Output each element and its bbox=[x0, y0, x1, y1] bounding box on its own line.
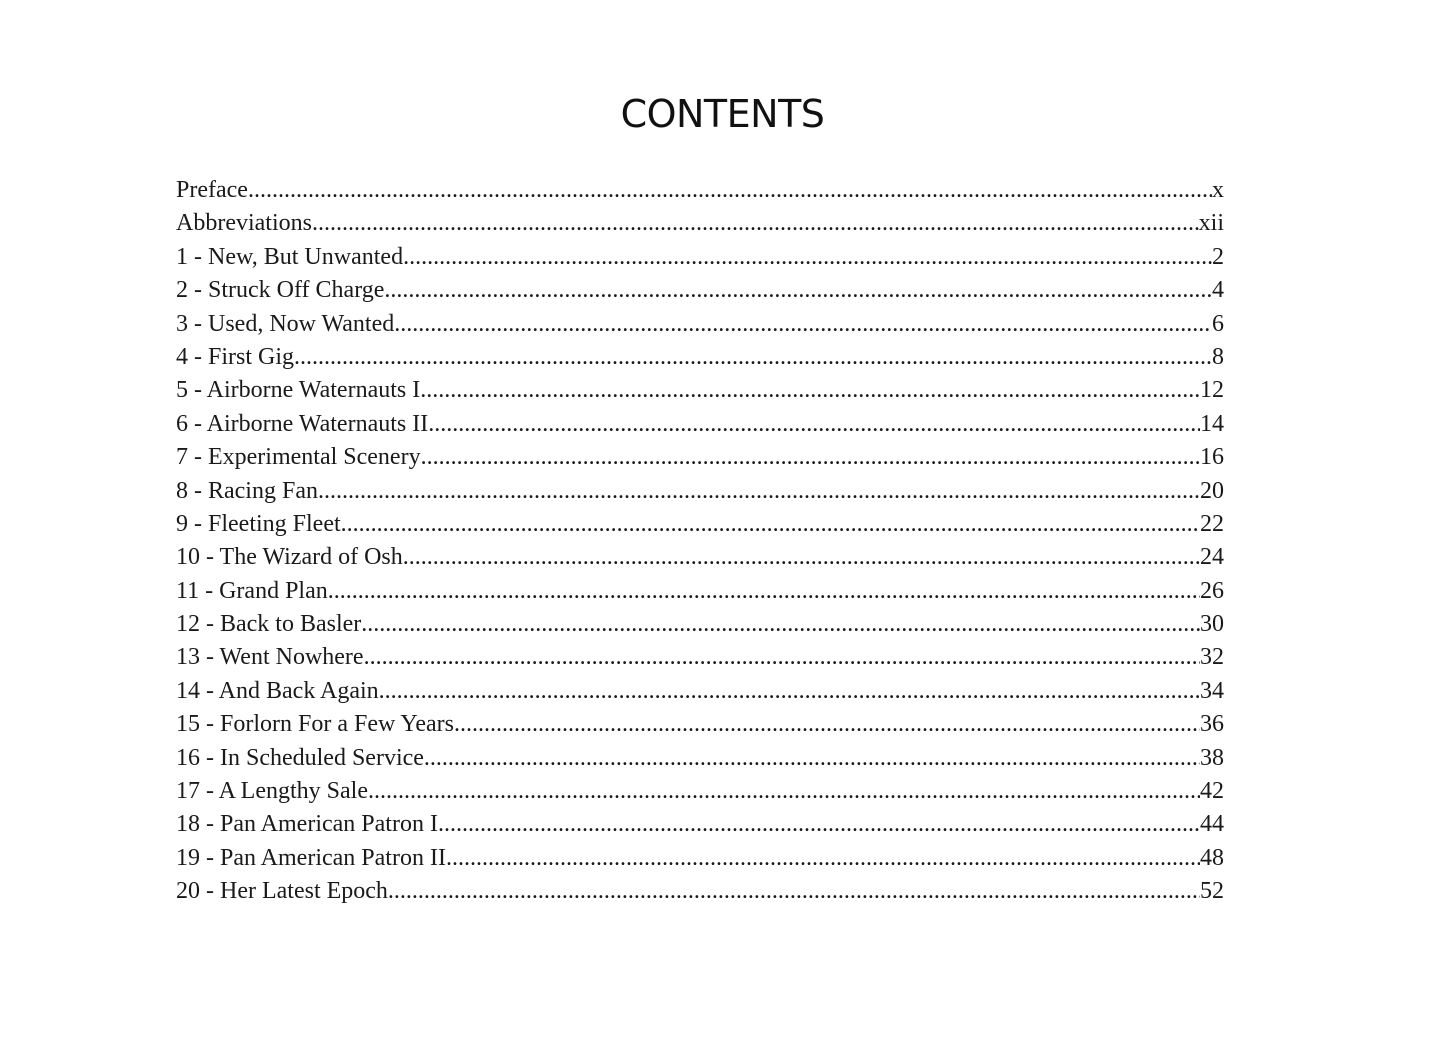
toc-dot-leader bbox=[438, 808, 1200, 841]
toc-dot-leader bbox=[361, 608, 1200, 641]
toc-dot-leader bbox=[379, 675, 1200, 708]
toc-dot-leader bbox=[403, 241, 1212, 274]
toc-entry-page: 12 bbox=[1200, 377, 1224, 404]
toc-entry-page: 42 bbox=[1200, 778, 1224, 805]
toc-entry-page: 4 bbox=[1212, 277, 1224, 304]
toc-entry-page: 34 bbox=[1200, 677, 1224, 704]
toc-entry-label: 20 - Her Latest Epoch bbox=[176, 878, 388, 905]
toc-entry-page: 44 bbox=[1200, 811, 1224, 838]
toc-entry-page: 22 bbox=[1200, 510, 1224, 537]
toc-dot-leader bbox=[388, 875, 1200, 908]
toc-entry-label: 17 - A Lengthy Sale bbox=[176, 778, 368, 805]
toc-entry bbox=[176, 341, 1224, 374]
toc-entry-page: 32 bbox=[1200, 644, 1224, 671]
toc-entry-label: Abbreviations bbox=[176, 210, 312, 237]
toc-entry-label: 4 - First Gig bbox=[176, 343, 295, 370]
toc-entry-label: 15 - Forlorn For a Few Years bbox=[176, 711, 454, 738]
toc-entry bbox=[176, 441, 1224, 474]
toc-entry-label: 14 - And Back Again bbox=[176, 677, 379, 704]
toc-dot-leader bbox=[403, 541, 1200, 574]
toc-entry-label: 1 - New, But Unwanted bbox=[176, 243, 404, 270]
toc-entry-page: 2 bbox=[1212, 243, 1224, 270]
toc-dot-leader bbox=[294, 341, 1212, 374]
toc-entry-label: 2 - Struck Off Charge bbox=[176, 277, 385, 304]
toc-entry-page: 24 bbox=[1200, 544, 1224, 571]
toc-entry-label: 8 - Racing Fan bbox=[176, 477, 318, 504]
toc-entry-page: 30 bbox=[1200, 611, 1224, 638]
toc-entry-page: 26 bbox=[1200, 577, 1224, 604]
toc-dot-leader bbox=[312, 207, 1199, 240]
toc-entry bbox=[176, 241, 1224, 274]
toc-entry-page: 14 bbox=[1200, 410, 1224, 437]
toc-dot-leader bbox=[424, 742, 1200, 775]
toc-dot-leader bbox=[341, 508, 1200, 541]
toc-dot-leader bbox=[384, 274, 1212, 307]
toc-entry-page: 48 bbox=[1200, 844, 1224, 871]
toc-entry-label: 18 - Pan American Patron I bbox=[176, 811, 438, 838]
toc-entry-label: 12 - Back to Basler bbox=[176, 611, 362, 638]
toc-dot-leader bbox=[328, 575, 1200, 608]
toc-entry bbox=[176, 508, 1224, 541]
toc-entry-page: 6 bbox=[1212, 310, 1224, 337]
toc-entry bbox=[176, 675, 1224, 708]
toc-entry bbox=[176, 875, 1224, 908]
toc-entry-page: 20 bbox=[1200, 477, 1224, 504]
toc-entry-label: 3 - Used, Now Wanted bbox=[176, 310, 395, 337]
toc-dot-leader bbox=[420, 374, 1200, 407]
toc-entry-label: 16 - In Scheduled Service bbox=[176, 744, 424, 771]
toc-entry-page: 38 bbox=[1200, 744, 1224, 771]
toc-dot-leader bbox=[394, 308, 1212, 341]
toc-entry-label: 7 - Experimental Scenery bbox=[176, 444, 421, 471]
toc-entry-page: 8 bbox=[1212, 343, 1224, 370]
toc-entry-label: 11 - Grand Plan bbox=[176, 577, 328, 604]
toc-entry-label: 10 - The Wizard of Osh bbox=[176, 544, 403, 571]
toc-entry-page: 52 bbox=[1200, 878, 1224, 905]
toc-entry bbox=[176, 708, 1224, 741]
toc-dot-leader bbox=[421, 441, 1200, 474]
page-title: CONTENTS bbox=[620, 92, 825, 136]
toc-entry-page: x bbox=[1212, 177, 1224, 203]
toc-entry-page: xii bbox=[1198, 210, 1224, 237]
toc-entry bbox=[176, 374, 1224, 407]
toc-dot-leader bbox=[368, 775, 1200, 808]
toc-entry-label: 13 - Went Nowhere bbox=[176, 644, 364, 671]
toc-entry bbox=[176, 541, 1224, 574]
toc-entry bbox=[176, 775, 1224, 808]
toc-entry-label: 6 - Airborne Waternauts II bbox=[176, 410, 429, 437]
toc-dot-leader bbox=[428, 408, 1200, 441]
table-of-contents bbox=[176, 174, 1224, 909]
toc-entry bbox=[176, 575, 1224, 608]
toc-entry bbox=[176, 408, 1224, 441]
toc-dot-leader bbox=[248, 174, 1212, 207]
toc-entry bbox=[176, 274, 1224, 307]
toc-dot-leader bbox=[446, 842, 1200, 875]
toc-entry-page: 16 bbox=[1200, 444, 1224, 471]
toc-entry bbox=[176, 207, 1224, 240]
toc-dot-leader bbox=[318, 475, 1200, 508]
toc-dot-leader bbox=[364, 641, 1200, 674]
toc-entry-label: Preface bbox=[176, 177, 248, 203]
toc-entry-label: 19 - Pan American Patron II bbox=[176, 844, 446, 871]
toc-entry bbox=[176, 808, 1224, 841]
toc-entry bbox=[176, 608, 1224, 641]
toc-entry bbox=[176, 174, 1224, 207]
toc-entry bbox=[176, 842, 1224, 875]
toc-dot-leader bbox=[454, 708, 1200, 741]
toc-entry bbox=[176, 308, 1224, 341]
toc-entry bbox=[176, 742, 1224, 775]
toc-entry bbox=[176, 475, 1224, 508]
toc-entry-label: 9 - Fleeting Fleet bbox=[176, 510, 341, 537]
toc-entry-label: 5 - Airborne Waternauts I bbox=[176, 377, 421, 404]
toc-entry bbox=[176, 641, 1224, 674]
toc-entry-page: 36 bbox=[1200, 711, 1224, 738]
